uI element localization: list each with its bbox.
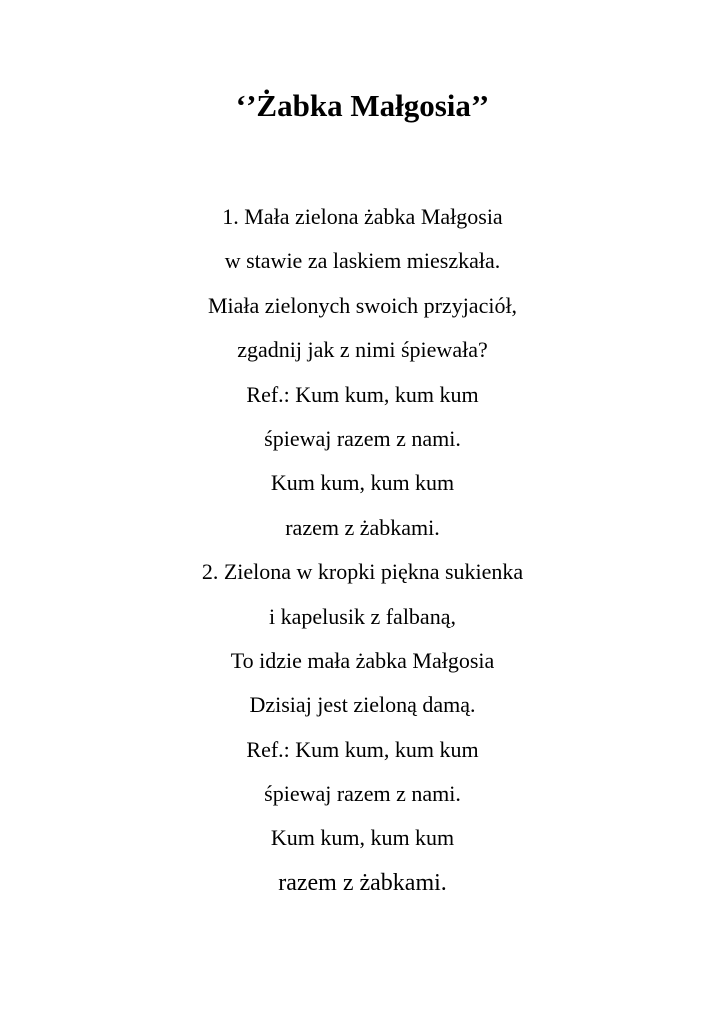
lyric-line: Miała zielonych swoich przyjaciół, <box>207 292 518 318</box>
lyric-line: 2. Zielona w kropki piękna sukienka <box>201 559 524 585</box>
lyric-line: Dzisiaj jest zieloną damą. <box>249 692 476 718</box>
lyric-line: w stawie za laskiem mieszkała. <box>224 248 501 274</box>
refrain-line: razem z żabkami. <box>285 514 440 540</box>
refrain-line: Ref.: Kum kum, kum kum <box>246 381 479 407</box>
refrain-line: śpiewaj razem z nami. <box>264 781 461 807</box>
lyric-line: 1. Mała zielona żabka Małgosia <box>222 204 503 229</box>
lyric-line: To idzie mała żabka Małgosia <box>230 647 495 673</box>
lyric-line: i kapelusik z falbaną, <box>269 603 456 629</box>
refrain-line: razem z żabkami. <box>278 869 447 896</box>
lyrics-block <box>0 195 725 905</box>
refrain-line: Kum kum, kum kum <box>270 825 455 851</box>
refrain-line: Kum kum, kum kum <box>270 470 455 496</box>
refrain-line: Ref.: Kum kum, kum kum <box>246 736 479 762</box>
song-title: ‘’Żabka Małgosia’’ <box>235 88 490 123</box>
refrain-line: śpiewaj razem z nami. <box>264 425 461 451</box>
lyric-line: zgadnij jak z nimi śpiewała? <box>237 337 488 363</box>
